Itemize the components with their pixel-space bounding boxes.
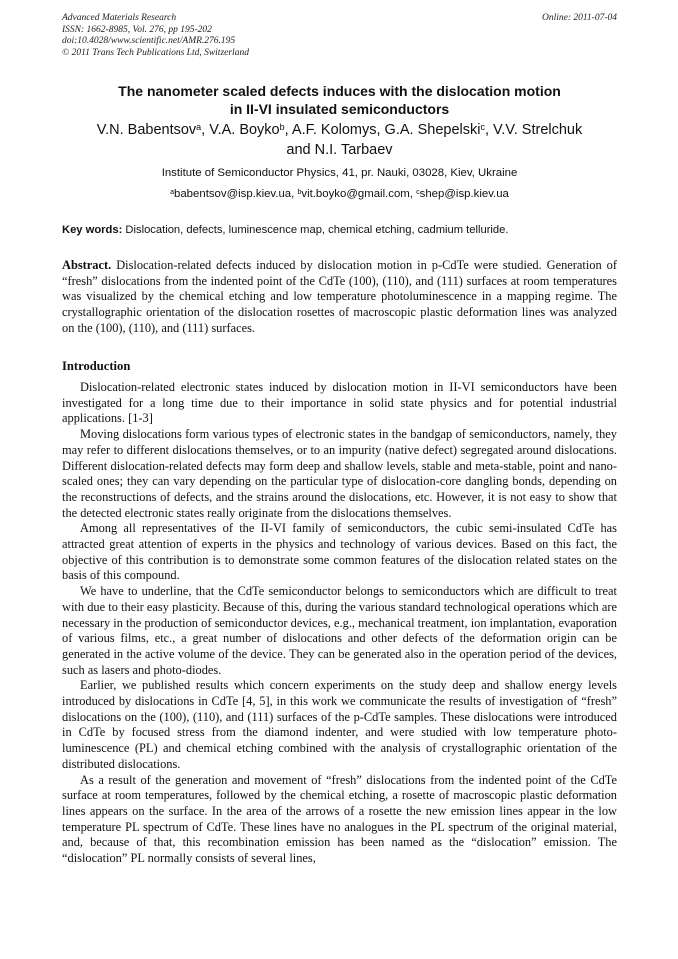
email-link: babentsov@isp.kiev.ua, [174,188,298,200]
affil-marker: a [196,121,202,132]
affil-marker: c [416,188,420,196]
keywords [62,222,617,238]
abstract [62,258,617,337]
abstract-text: Dislocation-related defects induced by dislocation motion in p-CdTe were studied. Generation of “fresh” dislocations from the indented point of the CdTe (100), (110), and (111) surfaces at room temperatures was visualized by the chemical etching and low temperature photoluminescence in a mapping regime. The crystallographic orientation of the dislocation rosettes of macroscopic plastic deformation lines was analyzed on the (100), (110), and (111) surfaces. [62,258,617,335]
paragraph: As a result of the generation and movement of “fresh” dislocations from the indented point of the CdTe surface at room temperatures, followed by the chemical etching, a rosette of macroscopic plastic deformation lines appears on the surface. In the area of the arrows of a rosette the new emission lines appear in the low temperature PL spectrum of CdTe. These lines have no analogues in the PL spectrum of the original material, and, because of that, this recombination emission has been named as the “dislocation” emission. The “dislocation” PL normally consists of several lines, [62,772,617,866]
affil-marker: b [279,121,285,132]
journal-header [62,13,617,59]
author-emails [62,186,617,202]
section-heading-introduction: Introduction [62,359,131,373]
copyright-line: © 2011 Trans Tech Publications Ltd, Switzerland [62,47,249,58]
title-line-2: in II-VI insulated semiconductors [229,101,450,117]
author-name: V.N. Babentsov [96,122,197,138]
doi-line: doi:10.4028/www.scientific.net/AMR.276.195 [62,36,236,46]
paragraph: Dislocation-related electronic states induced by dislocation motion in II-VI semiconductors have been investigated for a long time due to their importance in solid state physics and for potential industrial applications. [1-3] [62,380,617,426]
paragraph: Among all representatives of the II-VI family of semiconductors, the cubic semi-insulated CdTe has attracted great attention of experts in the physics and technology of various devices. Based on this fact, the objective of this contribution is to demonstrate some common features of the dislocation related states on the basis of this compound. [62,521,617,583]
author-name: , V.V. Strelchuk [484,122,583,138]
paper-title [62,82,617,118]
affiliation: Institute of Semiconductor Physics, 41, pr. Nauki, 03028, Kiev, Ukraine [161,167,518,179]
paragraph: Earlier, we published results which concern experiments on the study deep and shallow energy levels introduced by dislocations in CdTe [4, 5], in this work we communicate the results of investigation of “fresh” dislocations on the (100), (110), and (111) surfaces of the p-CdTe samples. These dislocations were introduced in CdTe by focused stress from the diamond indenter, and were studied with low temperature photo-luminescence (PL) and chemical etching combined with the analysis of crystallographic orientation of the distributed dislocations. [62,678,617,771]
affil-marker: c [480,121,485,132]
journal-name: Advanced Materials Research [62,13,177,23]
email-link: vit.boyko@gmail.com, [301,188,417,200]
keywords-label: Key words: [62,224,123,236]
email-link: shep@isp.kiev.ua [419,188,509,200]
affil-marker: a [170,188,175,196]
issn-line: ISSN: 1662-8985, Vol. 276, pp 195-202 [62,24,212,35]
online-date: Online: 2011-07-04 [541,13,617,23]
paragraph: We have to underline, that the CdTe semiconductor belongs to semiconductors which are difficult to treat with due to their easy plasticity. Because of this, during the various standard technological operations which are necessary in the production of semiconductor devices, e.g., mechanical treatment, ion implantation, evaporation of various films, etc., a great number of dislocations and other defects of the deformation origin can be generated in the active volume of the device. They can be generated also in the operation period of the devices, such as lasers and photo-diodes. [62,584,617,677]
author-list [62,120,617,160]
keywords-text: Dislocation, defects, luminescence map, chemical etching, cadmium telluride. [122,224,509,236]
author-line-2: and N.I. Tarbaev [286,142,393,158]
paragraph: Moving dislocations form various types of electronic states in the bandgap of semiconductors, namely, they may refer to different dislocations themselves, or to an impurity (native defect) segregated around dislocations. Different dislocation-related defects may form deep and shallow levels, stable and meta-stable, point and nano-scaled ones; they can vary depending on the particular type of dislocation-core dangling bonds, depending on the reconstructions of defects, and the strains around the dislocations, etc. However, it is not easy to show that the detected electronic states really originate from the dislocations themselves. [62,427,617,520]
author-name: , V.A. Boyko [201,122,280,138]
author-name: , A.F. Kolomys, G.A. Shepelski [284,122,481,138]
abstract-label: Abstract. [62,258,112,272]
affil-marker: b [297,188,302,196]
title-line-1: The nanometer scaled defects induces with the dislocation motion [118,83,561,99]
introduction-body [62,380,617,867]
author-line-1 [62,120,617,140]
